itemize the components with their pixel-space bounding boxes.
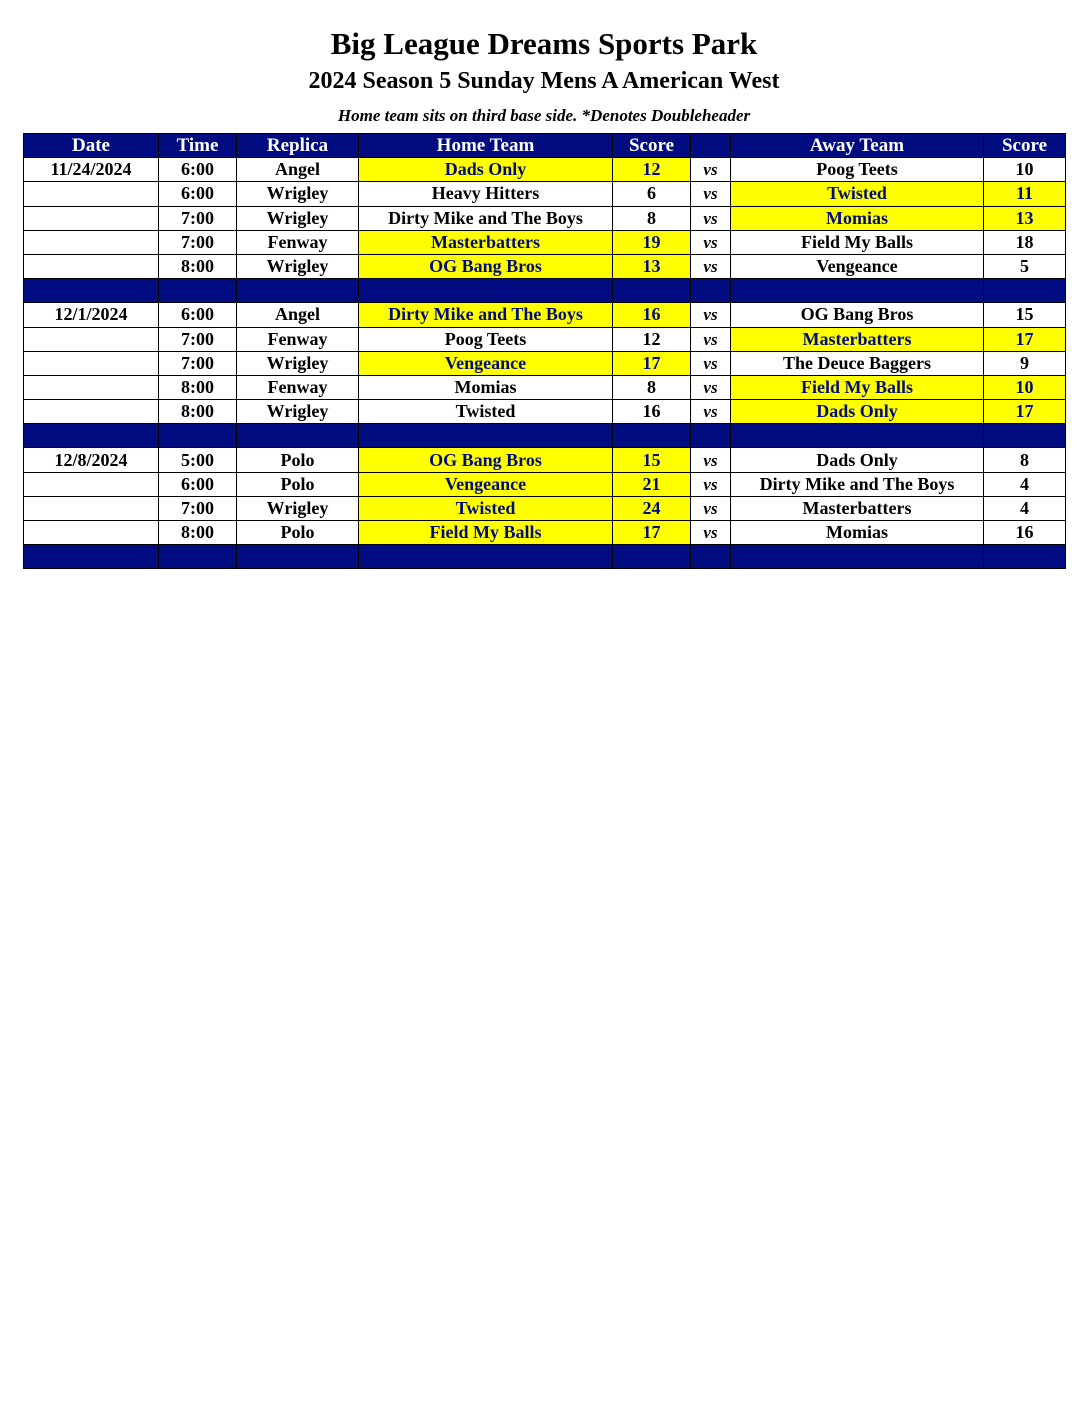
game-replica: Fenway bbox=[237, 375, 359, 399]
away-team: The Deuce Baggers bbox=[731, 351, 984, 375]
home-score: 12 bbox=[613, 158, 691, 182]
game-replica: Fenway bbox=[237, 327, 359, 351]
separator-cell bbox=[159, 279, 237, 303]
separator-cell bbox=[159, 424, 237, 448]
home-team: OG Bang Bros bbox=[359, 254, 613, 278]
away-score: 16 bbox=[984, 521, 1066, 545]
table-row bbox=[24, 400, 1066, 424]
game-replica: Wrigley bbox=[237, 496, 359, 520]
away-score: 4 bbox=[984, 496, 1066, 520]
separator-cell bbox=[731, 545, 984, 569]
home-team: Twisted bbox=[359, 496, 613, 520]
separator-cell bbox=[613, 545, 691, 569]
game-time: 6:00 bbox=[159, 472, 237, 496]
away-team: Dads Only bbox=[731, 448, 984, 472]
home-score: 21 bbox=[613, 472, 691, 496]
game-date bbox=[24, 400, 159, 424]
away-team: Twisted bbox=[731, 182, 984, 206]
game-replica: Fenway bbox=[237, 230, 359, 254]
week-separator-row bbox=[24, 424, 1066, 448]
table-row bbox=[24, 230, 1066, 254]
game-date bbox=[24, 206, 159, 230]
separator-cell bbox=[691, 545, 731, 569]
vs-label: vs bbox=[691, 303, 731, 327]
game-date bbox=[24, 496, 159, 520]
away-team: Vengeance bbox=[731, 254, 984, 278]
game-replica: Angel bbox=[237, 158, 359, 182]
game-replica: Wrigley bbox=[237, 182, 359, 206]
away-score: 10 bbox=[984, 375, 1066, 399]
home-score: 24 bbox=[613, 496, 691, 520]
vs-label: vs bbox=[691, 254, 731, 278]
away-score: 10 bbox=[984, 158, 1066, 182]
away-team: Masterbatters bbox=[731, 496, 984, 520]
away-team: Momias bbox=[731, 521, 984, 545]
table-row bbox=[24, 496, 1066, 520]
table-row bbox=[24, 182, 1066, 206]
separator-cell bbox=[691, 424, 731, 448]
game-date: 12/1/2024 bbox=[24, 303, 159, 327]
game-date bbox=[24, 351, 159, 375]
home-team: Poog Teets bbox=[359, 327, 613, 351]
game-time: 6:00 bbox=[159, 303, 237, 327]
game-time: 7:00 bbox=[159, 206, 237, 230]
game-time: 7:00 bbox=[159, 327, 237, 351]
home-score: 8 bbox=[613, 206, 691, 230]
home-score: 8 bbox=[613, 375, 691, 399]
page-title: Big League Dreams Sports Park bbox=[330, 26, 758, 61]
game-replica: Wrigley bbox=[237, 351, 359, 375]
game-date bbox=[24, 472, 159, 496]
col-header-away-score: Score bbox=[984, 134, 1066, 158]
table-row bbox=[24, 472, 1066, 496]
vs-label: vs bbox=[691, 327, 731, 351]
home-team: Dirty Mike and The Boys bbox=[359, 303, 613, 327]
home-team: Twisted bbox=[359, 400, 613, 424]
away-score: 17 bbox=[984, 327, 1066, 351]
separator-cell bbox=[691, 279, 731, 303]
away-team: Masterbatters bbox=[731, 327, 984, 351]
away-score: 8 bbox=[984, 448, 1066, 472]
game-time: 8:00 bbox=[159, 521, 237, 545]
table-row bbox=[24, 206, 1066, 230]
home-score: 17 bbox=[613, 351, 691, 375]
home-team: Vengeance bbox=[359, 472, 613, 496]
game-date bbox=[24, 254, 159, 278]
vs-label: vs bbox=[691, 351, 731, 375]
home-score: 15 bbox=[613, 448, 691, 472]
game-replica: Polo bbox=[237, 521, 359, 545]
game-replica: Polo bbox=[237, 472, 359, 496]
home-score: 16 bbox=[613, 400, 691, 424]
home-team: Masterbatters bbox=[359, 230, 613, 254]
week-separator-row bbox=[24, 279, 1066, 303]
home-team: Vengeance bbox=[359, 351, 613, 375]
away-team: Poog Teets bbox=[731, 158, 984, 182]
game-date bbox=[24, 521, 159, 545]
week-separator-row bbox=[24, 545, 1066, 569]
game-date bbox=[24, 327, 159, 351]
home-team: Heavy Hitters bbox=[359, 182, 613, 206]
away-team: Field My Balls bbox=[731, 230, 984, 254]
home-team: Dads Only bbox=[359, 158, 613, 182]
table-header-row bbox=[24, 134, 1066, 158]
separator-cell bbox=[237, 424, 359, 448]
away-team: Field My Balls bbox=[731, 375, 984, 399]
vs-label: vs bbox=[691, 448, 731, 472]
game-date: 11/24/2024 bbox=[24, 158, 159, 182]
game-replica: Wrigley bbox=[237, 206, 359, 230]
game-time: 5:00 bbox=[159, 448, 237, 472]
table-row bbox=[24, 375, 1066, 399]
home-score: 12 bbox=[613, 327, 691, 351]
away-score: 4 bbox=[984, 472, 1066, 496]
separator-cell bbox=[731, 424, 984, 448]
col-header-vs bbox=[691, 134, 731, 158]
vs-label: vs bbox=[691, 496, 731, 520]
away-score: 15 bbox=[984, 303, 1066, 327]
game-replica: Wrigley bbox=[237, 400, 359, 424]
col-header-home-score: Score bbox=[613, 134, 691, 158]
game-time: 8:00 bbox=[159, 254, 237, 278]
game-date bbox=[24, 182, 159, 206]
col-header-away-team: Away Team bbox=[731, 134, 984, 158]
separator-cell bbox=[731, 279, 984, 303]
table-row bbox=[24, 521, 1066, 545]
home-team: OG Bang Bros bbox=[359, 448, 613, 472]
away-score: 17 bbox=[984, 400, 1066, 424]
game-replica: Wrigley bbox=[237, 254, 359, 278]
vs-label: vs bbox=[691, 472, 731, 496]
away-team: OG Bang Bros bbox=[731, 303, 984, 327]
table-row bbox=[24, 351, 1066, 375]
home-score: 16 bbox=[613, 303, 691, 327]
vs-label: vs bbox=[691, 521, 731, 545]
col-header-home-team: Home Team bbox=[359, 134, 613, 158]
game-time: 6:00 bbox=[159, 182, 237, 206]
separator-cell bbox=[359, 424, 613, 448]
col-header-date: Date bbox=[24, 134, 159, 158]
table-row bbox=[24, 303, 1066, 327]
away-team: Dirty Mike and The Boys bbox=[731, 472, 984, 496]
game-time: 6:00 bbox=[159, 158, 237, 182]
game-time: 7:00 bbox=[159, 230, 237, 254]
game-replica: Polo bbox=[237, 448, 359, 472]
table-row bbox=[24, 254, 1066, 278]
game-date: 12/8/2024 bbox=[24, 448, 159, 472]
page-subtitle: 2024 Season 5 Sunday Mens A American West bbox=[308, 68, 780, 94]
home-score: 6 bbox=[613, 182, 691, 206]
game-date bbox=[24, 230, 159, 254]
game-date bbox=[24, 375, 159, 399]
separator-cell bbox=[613, 424, 691, 448]
game-replica: Angel bbox=[237, 303, 359, 327]
vs-label: vs bbox=[691, 206, 731, 230]
separator-cell bbox=[359, 279, 613, 303]
away-score: 9 bbox=[984, 351, 1066, 375]
away-score: 18 bbox=[984, 230, 1066, 254]
table-row bbox=[24, 327, 1066, 351]
game-time: 7:00 bbox=[159, 496, 237, 520]
separator-cell bbox=[24, 424, 159, 448]
home-score: 17 bbox=[613, 521, 691, 545]
home-team: Momias bbox=[359, 375, 613, 399]
vs-label: vs bbox=[691, 158, 731, 182]
separator-cell bbox=[237, 545, 359, 569]
away-team: Momias bbox=[731, 206, 984, 230]
separator-cell bbox=[984, 545, 1066, 569]
away-score: 5 bbox=[984, 254, 1066, 278]
schedule-note: Home team sits on third base side. *Denotes Doubleheader bbox=[337, 106, 751, 125]
separator-cell bbox=[237, 279, 359, 303]
vs-label: vs bbox=[691, 230, 731, 254]
separator-cell bbox=[159, 545, 237, 569]
vs-label: vs bbox=[691, 400, 731, 424]
home-team: Field My Balls bbox=[359, 521, 613, 545]
separator-cell bbox=[613, 279, 691, 303]
vs-label: vs bbox=[691, 182, 731, 206]
separator-cell bbox=[24, 545, 159, 569]
home-team: Dirty Mike and The Boys bbox=[359, 206, 613, 230]
away-score: 13 bbox=[984, 206, 1066, 230]
separator-cell bbox=[24, 279, 159, 303]
vs-label: vs bbox=[691, 375, 731, 399]
home-score: 13 bbox=[613, 254, 691, 278]
game-time: 7:00 bbox=[159, 351, 237, 375]
home-score: 19 bbox=[613, 230, 691, 254]
table-row bbox=[24, 158, 1066, 182]
away-score: 11 bbox=[984, 182, 1066, 206]
table-row bbox=[24, 448, 1066, 472]
game-time: 8:00 bbox=[159, 400, 237, 424]
separator-cell bbox=[359, 545, 613, 569]
away-team: Dads Only bbox=[731, 400, 984, 424]
separator-cell bbox=[984, 279, 1066, 303]
col-header-replica: Replica bbox=[237, 134, 359, 158]
game-time: 8:00 bbox=[159, 375, 237, 399]
col-header-time: Time bbox=[159, 134, 237, 158]
separator-cell bbox=[984, 424, 1066, 448]
schedule-table bbox=[23, 133, 1066, 569]
